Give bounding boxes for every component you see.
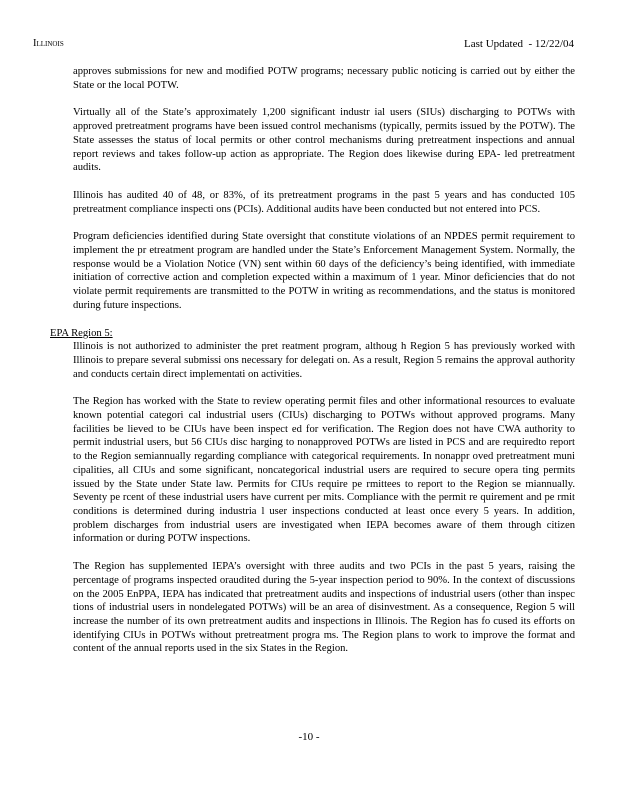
header-state-name: Illinois [33, 38, 64, 49]
paragraph-region-oversight: The Region has supplemented IEPA’s oversight with three audits and two PCIs in the past 5 years, raising the percentage of programs inspected oraudited during the 5-year inspection period to 90%. In the context of discussions on the 2005 EnPPA, IEPA has indicated that pretreatment audits and inspections of industrial users (other than inspec tions of industrial users in nondelegated POTWs) will be an area of disinvestment. As a consequence, Region 5 will increase the number of its own pretreatment audits and inspections in Illinois. The Region has fo cused its efforts on identifying CIUs in POTWs without pretreatment progra ms. The Region plans to work to improve the format and content of the annual reports used in the six States in the Region. [73, 561, 575, 655]
paragraph-ciu-review: The Region has worked with the State to review operating permit files and other informational resources to evaluate known potential categori cal industrial users (CIUs) discharging to POTWs without approved programs. Many facilities be lieved to be CIUs have been inspect ed for verification. The Region does not have CWA authority to permit industrial users, but 56 CIUs disc harging to nonapproved POTWs are listed in PCS and are requiredto report to the Region semiannually regarding compliance with categorical requirements. In nonappr oved pretreatment muni cipalities, all CIUs and some significant, noncategorical industrial users are required to secure opera ting permits issued by the State under State law. Permits for CIUs require pe rmittees to report to the Region se miannually. Seventy pe rcent of these industrial users have current per mits. Compliance with the permit re quirement and pe rmit conditions is determined during industria l user inspections conducted at least once every 5 years. In addition, problem discharges from industrial users are investigated when IEPA becomes aware of them through citizen information or during POTW inspections. [73, 396, 575, 545]
paragraph-audits: Illinois has audited 40 of 48, or 83%, of its pretreatment programs in the past 5 years and has conducted 105 pretreatment compliance inspecti ons (PCIs). Additional audits have been conducted but not entered into PCS. [73, 189, 575, 215]
paragraph-not-authorized: Illinois is not authorized to administer the pret reatment program, althoug h Region 5 has previously worked with Illinois to prepare several submissi ons necessary for delegati on. As a result, Region 5 remains the approval authority and conducts certain direct implementati on activities. [73, 341, 575, 380]
page-header [33, 37, 574, 51]
paragraph-siu-control-mechanisms: Virtually all of the State’s approximately 1,200 significant industr ial users (SIUs) discharging to POTWs with approved pretreatment programs have been issued control mechanisms (typically, permits issued by the POTW). The State assesses the status of local permits or other control mechanisms during pretreatment inspections and annual report reviews and takes follow-up action as appropriate. The Region does likewise during EPA- led pretreatment audits. [73, 107, 575, 174]
page-number: -10 - [298, 731, 320, 743]
document-body [50, 65, 575, 670]
header-last-updated: Last Updated - 12/22/04 [464, 38, 574, 50]
section-heading-epa-region-5: EPA Region 5: [50, 327, 113, 339]
paragraph-program-deficiencies: Program deficiencies identified during State oversight that constitute violations of an NPDES permit requirement to implement the pr etreatment program are handled under the State’s Enforcement Management System. Normally, the response would be a Violation Notice (VN) sent within 60 days of the deficiency’s being identified, with immediate initiation of corrective action and completion expected within a maximum of 1 year. Minor deficiencies that do not violate permit requirements are transmitted to the POTW in writing as recommendations, and the status is monitored during future inspections. [73, 231, 575, 311]
paragraph-approvals: approves submissions for new and modified POTW programs; necessary public noticing is carried out by either the State or the local POTW. [73, 66, 575, 91]
